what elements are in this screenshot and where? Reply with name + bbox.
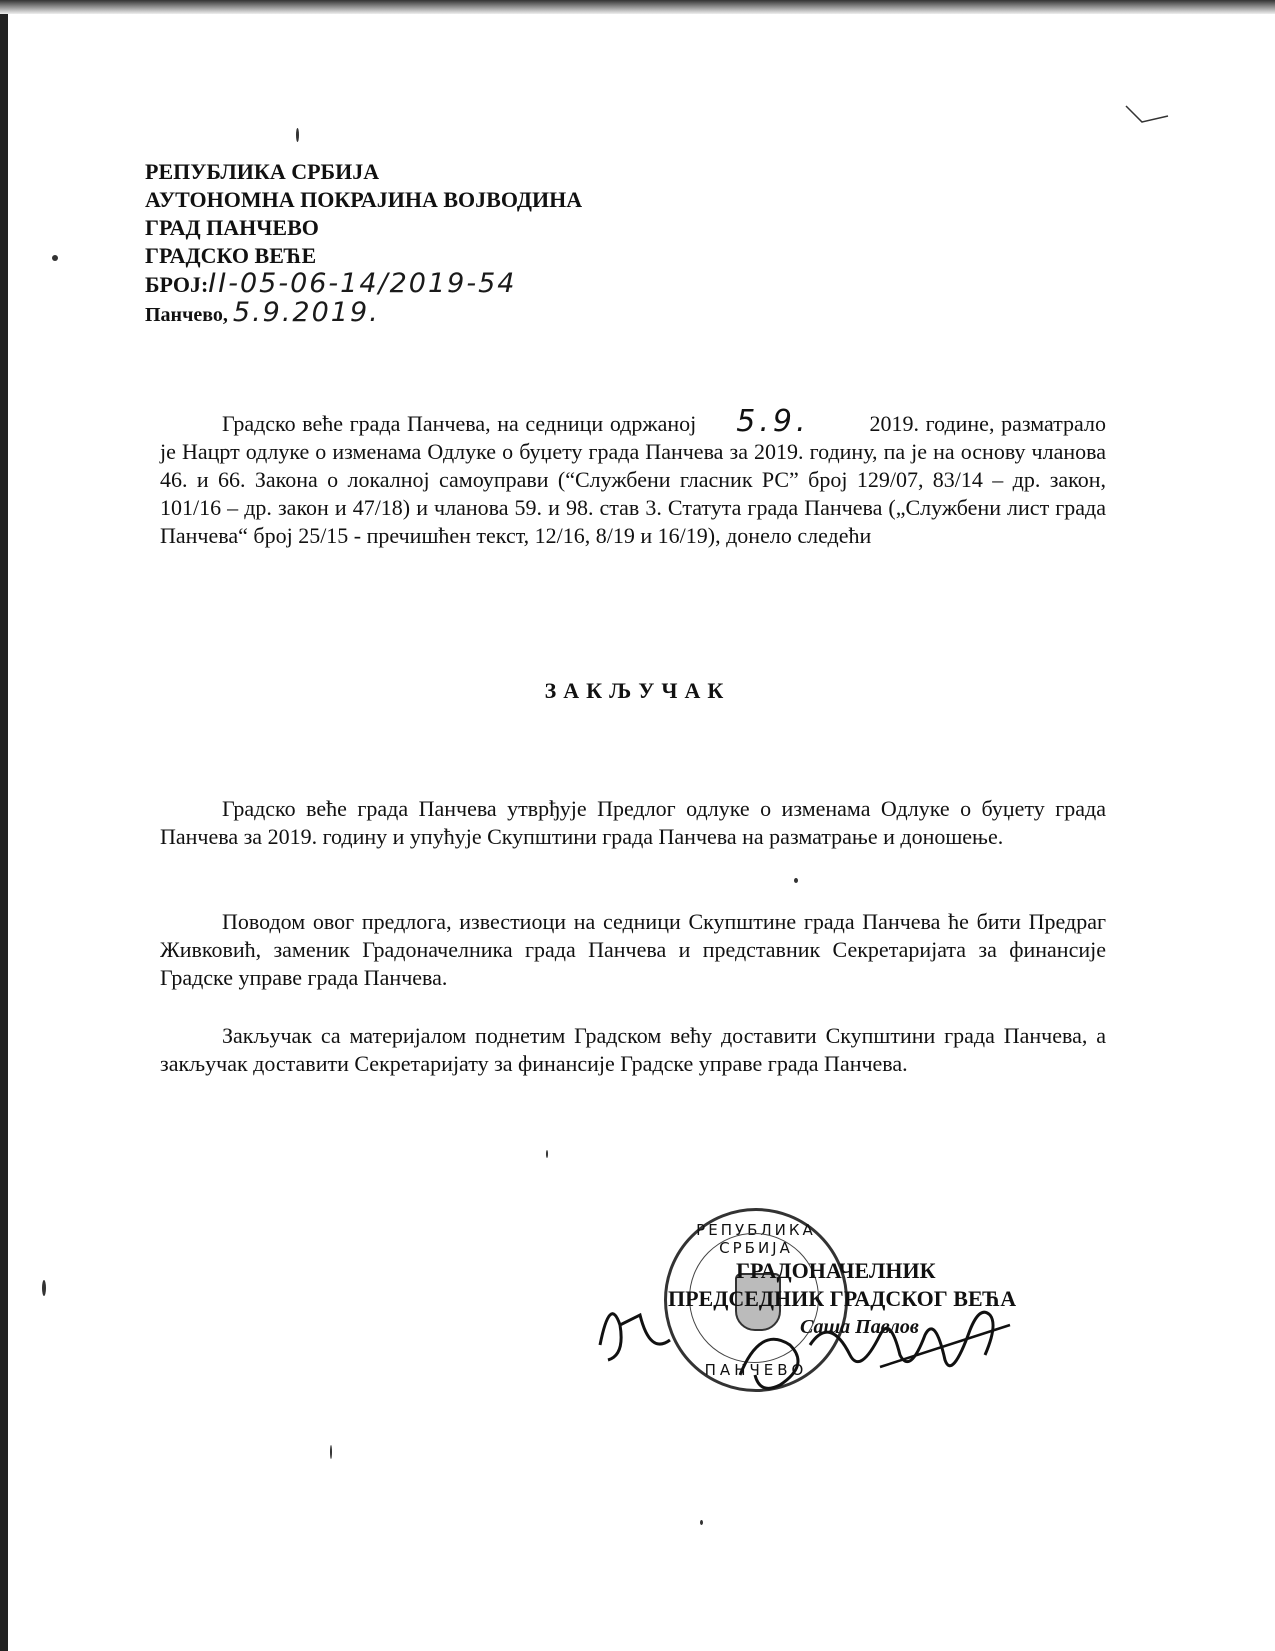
scan-speck (546, 1150, 548, 1158)
seal-text-bottom: ПАНЧЕВО (704, 1361, 808, 1379)
scan-speck (42, 1280, 46, 1296)
body-paragraph-2 (160, 908, 1106, 992)
scan-top-edge (0, 0, 1275, 14)
document-number-value: II-05-06-14/2019-54 (208, 268, 517, 299)
header-city: ГРАД ПАНЧЕВО (145, 215, 319, 240)
place-date-line (145, 299, 582, 329)
document-number-label: БРОЈ: (145, 272, 209, 297)
scan-mark (1124, 100, 1172, 130)
signatory-role-mayor: ГРАДОНАЧЕЛНИК (736, 1258, 936, 1283)
place-label: Панчево, (145, 304, 228, 326)
header-province: АУТОНОМНА ПОКРАЈИНА ВОЈВОДИНА (145, 187, 583, 212)
document-date: 5.9.2019. (232, 297, 380, 328)
handwritten-signature (580, 1285, 1060, 1405)
body-paragraph-3-text: Закључак са материјалом поднетим Градском већу доставити Скупштини града Панчева, а закључак доставити Секретаријату за финансије Градске управе града Панчева. (160, 1023, 1106, 1076)
intro-paragraph (160, 404, 1106, 550)
body-paragraph-3 (160, 1022, 1106, 1078)
document-header (145, 158, 582, 329)
seal-text-top: РЕПУБЛИКА СРБИЈА (696, 1221, 816, 1257)
intro-part1: Градско веће града Панчева, на седници одржаној (222, 411, 697, 436)
session-date-handwritten: 5.9. (736, 404, 810, 439)
body-paragraph-1 (160, 795, 1106, 851)
scan-speck (296, 128, 299, 142)
document-number-line (145, 270, 582, 299)
header-republic: РЕПУБЛИКА СРБИЈА (145, 159, 380, 184)
scan-speck (794, 878, 798, 883)
header-council: ГРАДСКО ВЕЋЕ (145, 243, 317, 268)
intro-part2: 2019. године, разматрало је Нацрт одлуке о изменама Одлуке о буџету града Панчева за 2019. годину, па је на основу чланова 46. и 66. Закона о локалној самоуправи (“Службени гласник РС” број 129/07, 83/14 – др. закон, 101/16 – др. закон и 47/18) и чланова 59. и 98. став 3. Статута града Панчева („Службени лист града Панчева“ број 25/15 - пречишћен текст, 12/16, 8/19 и 16/19), донело следећи (160, 411, 1106, 548)
scan-speck (330, 1445, 332, 1459)
body-paragraph-1-text: Градско веће града Панчева утврђује Предлог одлуке о изменама Одлуке о буџету града Панчева за 2019. годину и упућује Скупштини града Панчева на разматрање и доношење. (160, 796, 1106, 849)
document-title: ЗАКЉУЧАК (544, 678, 731, 703)
signatory-role-president: ПРЕДСЕДНИК ГРАДСКОГ ВЕЋА (668, 1286, 1017, 1311)
body-paragraph-2-text: Поводом овог предлога, известиоци на седници Скупштине града Панчева ће бити Предраг Живковић, заменик Градоначелника града Панчева и представник Секретаријата за финансије Градске управе града Панчева. (160, 909, 1106, 990)
scan-edge (0, 0, 8, 1651)
signatory-name: Саша Павлов (800, 1316, 919, 1338)
scan-speck (700, 1520, 703, 1525)
scan-speck (52, 255, 58, 261)
